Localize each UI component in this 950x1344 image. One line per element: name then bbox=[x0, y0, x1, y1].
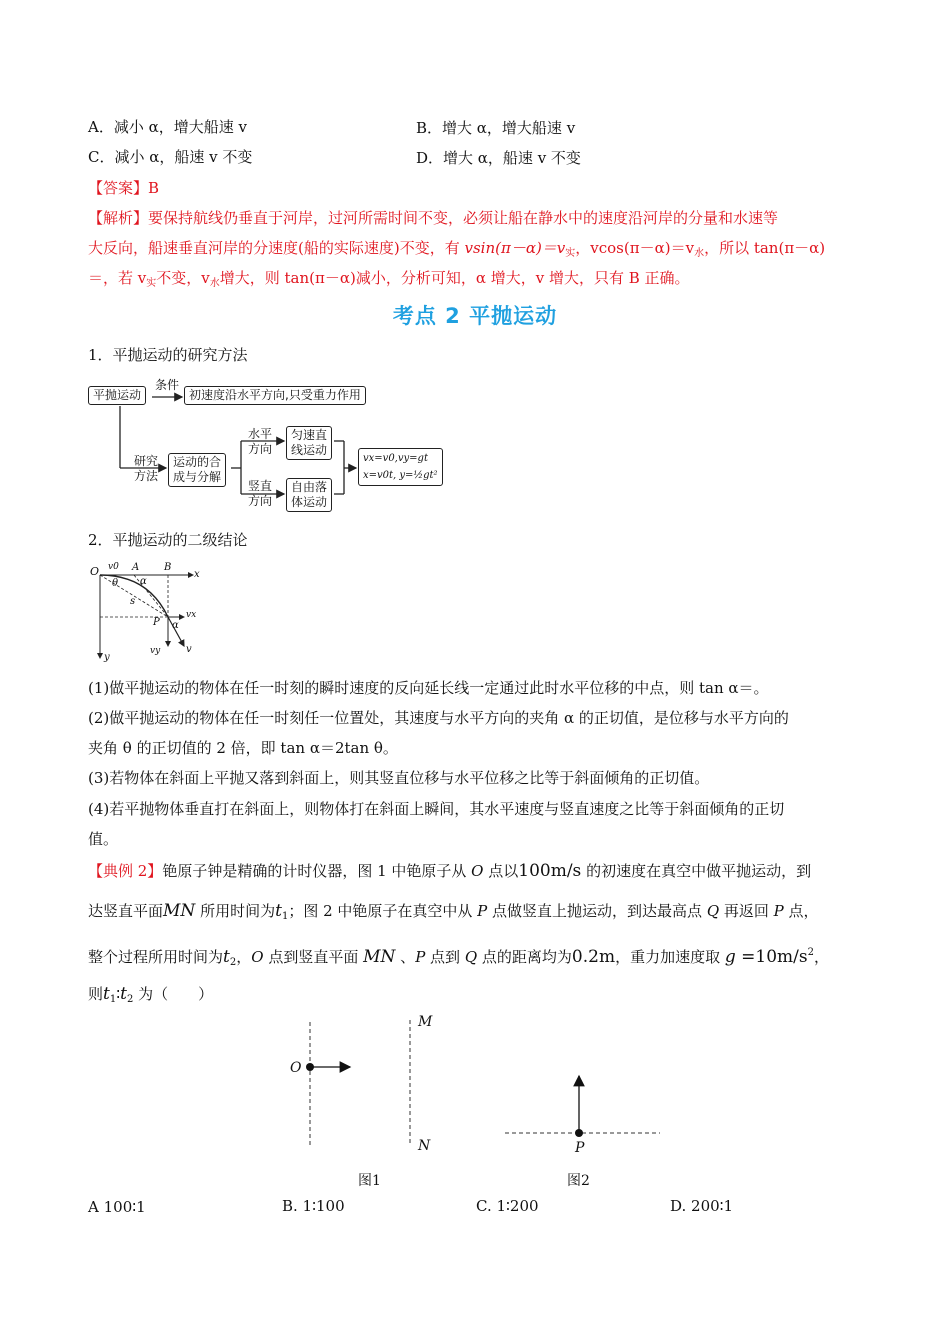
example-subscript: 1 bbox=[281, 911, 289, 922]
answer-label: 【答案】B bbox=[88, 179, 160, 197]
figure-label-p: P bbox=[575, 1140, 585, 1156]
example-text: 点的距离均为 bbox=[477, 948, 572, 966]
diagram-label-s: s bbox=[130, 596, 136, 607]
example-text: 点做竖直上抛运动，到达最高点 bbox=[487, 902, 707, 920]
example-var: t bbox=[103, 984, 110, 1004]
item-2-heading: 2．平抛运动的二级结论 bbox=[88, 531, 248, 549]
example-text: 整个过程所用时间为 bbox=[88, 948, 224, 966]
figure-label-m: M bbox=[418, 1014, 433, 1030]
example-text: 再返回 bbox=[719, 902, 774, 920]
section-title: 考点 2 平抛运动 bbox=[392, 304, 558, 328]
example-var: Q bbox=[464, 948, 478, 966]
example-var: P bbox=[773, 902, 784, 920]
diagram-label-vy: vy bbox=[150, 646, 161, 656]
analysis-subscript: 水 bbox=[209, 278, 220, 289]
example-text: 点到 bbox=[425, 948, 465, 966]
analysis-subscript: 实 bbox=[565, 248, 576, 259]
option-d: D．增大 α，船速 v 不变 bbox=[416, 149, 581, 167]
flow-uniform-1: 匀速直 bbox=[291, 428, 328, 442]
answer-option-c: C. 1∶200 bbox=[476, 1197, 539, 1215]
conclusion-3: (3)若物体在斜面上平抛又落到斜面上，则其竖直位移与水平位移之比等于斜面倾角的正切值。 bbox=[88, 769, 710, 787]
example-var: t bbox=[223, 947, 230, 967]
answer-option-d: D. 200∶1 bbox=[670, 1197, 734, 1215]
example-var: g bbox=[724, 947, 736, 967]
flow-method-label-2: 方法 bbox=[134, 469, 159, 483]
flow-vertical-1: 竖直 bbox=[248, 479, 273, 493]
flow-root-box: 平抛运动 bbox=[88, 386, 146, 405]
example-text: 点到竖直平面 bbox=[263, 948, 364, 966]
analysis-line-2 bbox=[88, 238, 825, 264]
analysis-line-1: 【解析】要保持航线仍垂直于河岸，过河所需时间不变，必须让船在静水中的速度沿河岸的分量和水速等 bbox=[88, 209, 779, 227]
analysis-text: 不变，v bbox=[156, 269, 210, 287]
flow-formula-1: vx=v0,vy=gt bbox=[363, 453, 428, 464]
projectile-diagram bbox=[88, 562, 208, 667]
analysis-text: ＝，若 v bbox=[88, 269, 147, 287]
example-var: Q bbox=[706, 902, 720, 920]
diagram-label-o: O bbox=[90, 565, 100, 578]
flow-horizontal-label bbox=[248, 427, 272, 457]
example-line-3 bbox=[88, 943, 829, 973]
conclusion-1: (1)做平抛运动的物体在任一时刻的瞬时速度的反向延长线一定通过此时水平位移的中点，则 tan α＝。 bbox=[88, 679, 769, 697]
analysis-subscript: 水 bbox=[694, 248, 705, 259]
figure-1-caption: 图1 bbox=[358, 1173, 381, 1189]
example-value: 100m/s bbox=[518, 861, 582, 881]
example-text: ；图 2 中铯原子在真空中从 bbox=[288, 902, 478, 920]
diagram-label-theta: θ bbox=[112, 578, 119, 589]
flow-freefall-2: 体运动 bbox=[291, 495, 328, 509]
figure-2-caption: 图2 bbox=[567, 1173, 590, 1189]
example-value: 0.2m bbox=[571, 947, 616, 967]
flow-compose-box bbox=[168, 453, 226, 487]
flow-horizontal-2: 方向 bbox=[248, 442, 273, 456]
example-subscript: 2 bbox=[229, 957, 237, 968]
flow-horizontal-1: 水平 bbox=[248, 427, 273, 441]
answer-option-b: B. 1∶100 bbox=[282, 1197, 345, 1215]
example-text: 点， bbox=[783, 902, 819, 920]
flow-freefall-1: 自由落 bbox=[291, 480, 328, 494]
example-text: 为（ ） bbox=[133, 985, 214, 1003]
example-ratio: ∶ bbox=[116, 985, 121, 1003]
figure-graphic bbox=[280, 1010, 680, 1170]
flow-compose-2: 成与分解 bbox=[173, 470, 222, 484]
example-subscript: 2 bbox=[126, 994, 134, 1005]
flow-method-label bbox=[134, 454, 158, 484]
diagram-label-x: x bbox=[194, 569, 200, 580]
flow-chart bbox=[88, 378, 458, 518]
example-text: 点以 bbox=[483, 862, 519, 880]
flow-condition-box: 初速度沿水平方向,只受重力作用 bbox=[184, 386, 366, 405]
example-text: ，重力加速度取 bbox=[615, 948, 725, 966]
example-text: 达竖直平面 bbox=[88, 902, 164, 920]
diagram-label-b: B bbox=[164, 562, 172, 573]
conclusion-2b: 夹角 θ 的正切值的 2 倍，即 tan α＝2tan θ。 bbox=[88, 739, 398, 757]
analysis-formula: ，vcos(π－α)＝v bbox=[575, 239, 695, 257]
analysis-text: 大反向，船速垂直河岸的分速度(船的实际速度)不变，有 bbox=[88, 239, 465, 257]
figure-label-n: N bbox=[418, 1138, 431, 1154]
diagram-label-a: A bbox=[132, 562, 140, 573]
example-line-1 bbox=[88, 861, 811, 881]
diagram-label-v: v bbox=[186, 644, 192, 655]
example-var: O bbox=[251, 948, 264, 966]
flow-condition-label: 条件 bbox=[155, 378, 180, 392]
option-c: C．减小 α，船速 v 不变 bbox=[88, 148, 253, 166]
example-var: P bbox=[415, 948, 426, 966]
example-text: ， bbox=[236, 948, 252, 966]
flow-formula-2: x=v0t, y=½gt² bbox=[363, 470, 438, 481]
option-a: A．减小 α，增大船速 v bbox=[88, 118, 247, 136]
example-text: 则 bbox=[88, 985, 104, 1003]
diagram-label-y: y bbox=[104, 652, 110, 663]
example-text: 所用时间为 bbox=[195, 902, 276, 920]
conclusion-2a: (2)做平抛运动的物体在任一时刻任一位置处，其速度与水平方向的夹角 α 的正切值，是位移与水平方向的 bbox=[88, 709, 789, 727]
conclusion-4b: 值。 bbox=[88, 830, 119, 848]
example-superscript: 2 bbox=[807, 947, 814, 958]
example-var: t bbox=[120, 984, 127, 1004]
example-var: MN bbox=[363, 947, 396, 967]
example-var: P bbox=[477, 902, 488, 920]
item-1-heading: 1．平抛运动的研究方法 bbox=[88, 346, 248, 364]
example-tag: 【典例 2】 bbox=[88, 862, 163, 880]
example-text: 、 bbox=[395, 948, 416, 966]
diagram-label-v0: v0 bbox=[108, 562, 119, 572]
example-var: t bbox=[275, 901, 282, 921]
answer-option-a: A 100∶1 bbox=[88, 1198, 146, 1216]
analysis-line-3 bbox=[88, 268, 690, 294]
analysis-text: 增大，则 tan(π－α)减小，分析可知，α 增大，v 增大，只有 B 正确。 bbox=[219, 269, 690, 287]
conclusion-4a: (4)若平抛物体垂直打在斜面上，则物体打在斜面上瞬间，其水平速度与竖直速度之比等于斜面倾角的正切 bbox=[88, 800, 785, 818]
flow-vertical-label bbox=[248, 479, 272, 509]
flow-formula-box bbox=[358, 448, 443, 486]
example-text: 铯原子钟是精确的计时仪器，图 1 中铯原子从 bbox=[162, 862, 472, 880]
analysis-subscript: 实 bbox=[146, 278, 157, 289]
example-var: MN bbox=[163, 901, 196, 921]
example-var: O bbox=[471, 862, 484, 880]
example-subscript: 1 bbox=[109, 994, 117, 1005]
analysis-text: ，所以 tan(π－α) bbox=[704, 239, 826, 257]
example-value: =10m/s bbox=[735, 947, 808, 967]
example-line-2 bbox=[88, 901, 819, 927]
diagram-label-alpha: α bbox=[140, 576, 147, 587]
diagram-label-vx: vx bbox=[186, 610, 197, 620]
flow-uniform-box bbox=[286, 426, 332, 460]
flow-compose-1: 运动的合 bbox=[173, 455, 222, 469]
example-text: 的初速度在真空中做平抛运动，到 bbox=[581, 862, 812, 880]
flow-freefall-box bbox=[286, 478, 332, 512]
flow-method-label-1: 研究 bbox=[134, 454, 159, 468]
example-line-4 bbox=[88, 984, 213, 1010]
diagram-label-p: P bbox=[153, 617, 160, 628]
example-text: ， bbox=[813, 948, 829, 966]
figure-label-o: O bbox=[290, 1060, 302, 1076]
option-b: B．增大 α，增大船速 v bbox=[416, 119, 576, 137]
diagram-label-alpha-2: α bbox=[172, 620, 179, 631]
analysis-formula: vsin(π－α)＝v bbox=[464, 239, 566, 257]
flow-uniform-2: 线运动 bbox=[291, 443, 328, 457]
flow-vertical-2: 方向 bbox=[248, 494, 273, 508]
